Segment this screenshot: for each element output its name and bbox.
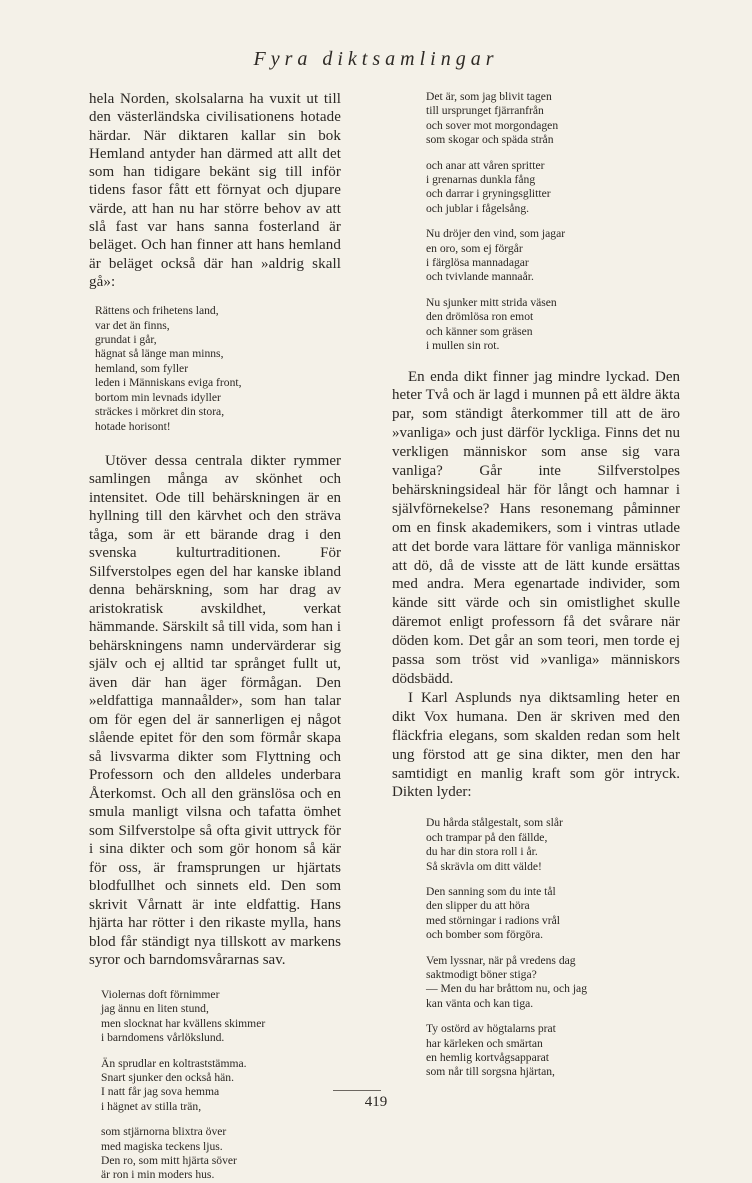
page-number: 419 bbox=[364, 1094, 388, 1110]
poem-line: och anar att våren spritter bbox=[426, 158, 545, 172]
poem-line: som skogar och späda strån bbox=[426, 133, 554, 147]
poem-line: med magiska teckens ljus. bbox=[101, 1139, 223, 1153]
poem-line: och darrar i gryningsglitter bbox=[426, 187, 551, 201]
poem-line: med störningar i radions vrål bbox=[426, 913, 560, 927]
poem-line: Nu sjunker mitt strida väsen bbox=[426, 295, 557, 309]
poem-vox-humana bbox=[426, 816, 680, 1080]
poem-line: sträckes i mörkret din stora, bbox=[95, 405, 225, 419]
page-number-rule bbox=[333, 1090, 381, 1091]
stanza bbox=[426, 885, 680, 943]
poem-line: som når till sorgsna hjärtan, bbox=[426, 1065, 555, 1079]
stanza bbox=[426, 159, 680, 217]
paragraph-asplund: I Karl Asplunds nya diktsamling heter en dikt Vox humana. Den är skriven med den fläckfria elegans, som skalden redan som helt ung förstod att ge sina dikter, men den har samtidigt en manlig kraft som gör intryck. Dikten lyder: bbox=[392, 689, 680, 801]
poem-line: Du hårda stålgestalt, som slår bbox=[426, 816, 563, 830]
stanza bbox=[426, 227, 680, 285]
left-column bbox=[89, 90, 341, 1183]
poem-line: Rättens och frihetens land, bbox=[95, 304, 219, 318]
poem-line: till ursprunget fjärranfrån bbox=[426, 104, 544, 118]
poem-line: och sover mot morgondagen bbox=[426, 118, 559, 132]
poem-line: kan vänta och kan tiga. bbox=[426, 996, 534, 1010]
poem-line: grundat i går, bbox=[95, 333, 157, 347]
poem-line: Vem lyssnar, när på vredens dag bbox=[426, 953, 576, 967]
poem-line: du har din stora roll i år. bbox=[426, 845, 538, 859]
poem-line: Violernas doft förnimmer bbox=[101, 987, 220, 1001]
paragraph-utover: Utöver dessa centrala dikter rymmer samlingen många av skönhet och intensitet. Ode till behärskningen är en hyllning till den kärvhet och den sträva tåga, som är ett bärande drag i den svenska kulturtraditionen. För Silfverstolpes egen del har kanske ibland denna behärskning, som har drag av aristokratisk avskildhet, verkat hämmande. Särskilt så till vida, som han i behärskningens namn undervärderar sig själv och ej alltid tar språnget fullt ut, även där han äger förmågan. Den »eldfattiga mannaålder», som han talar om för egen del är sannerligen ej något slående epitet för den som förmår skapa så livsvarma dikter som Flyttning och Professorn och den alldeles underbara Återkomst. Och all den gränslösa och en smula manligt vilsna och tafatta ömhet som Silfverstolpe så ofta givit uttryck för i sina dikter och som gör honom så kär för oss, är framsprungen ur hjärtats blodfullhet och sinnets eld. Den som skrivit Vårnatt är inte eldfattig. Hans hjärta har rötter i den rikaste mylla, hans blod får ständigt nya tillskott av markens syror och barndomsvårarnas sav. bbox=[89, 452, 341, 969]
poem-line: bortom min levnads idyller bbox=[95, 390, 221, 404]
stanza bbox=[426, 296, 680, 354]
poem-line: i hägnet av stilla trän, bbox=[101, 1099, 202, 1113]
poem-line: den slipper du att höra bbox=[426, 899, 530, 913]
poem-line: och jublar i fågelsång. bbox=[426, 201, 530, 215]
poem-line: hemland, som fyller bbox=[95, 361, 189, 375]
poem-line: Så skrävla om ditt välde! bbox=[426, 859, 542, 873]
poem-line: I natt får jag sova hemma bbox=[101, 1085, 220, 1099]
poem-line: och tvivlande mannaår. bbox=[426, 270, 534, 284]
poem-line: leden i Människans eviga front, bbox=[95, 376, 242, 390]
stanza bbox=[95, 304, 341, 434]
poem-line: och bomber som förgöra. bbox=[426, 928, 543, 942]
poem-line: — Men du har bråttom nu, och jag bbox=[426, 982, 587, 996]
poem-line: var det än finns, bbox=[95, 318, 170, 332]
poem-line: och trampar på den fällde, bbox=[426, 830, 548, 844]
poem-line: i barndomens vårlökslund. bbox=[101, 1031, 225, 1045]
poem-line: Ty ostörd av högtalarns prat bbox=[426, 1022, 556, 1036]
poem-violernas-doft bbox=[101, 988, 341, 1183]
paragraph-hemland: hela Norden, skolsalarna ha vuxit ut till den västerländska civilisationens hotade härdar. När diktaren kallar sin bok Hemland antyder han därmed att allt det som han tidigare bekänt sig till inför tidens fasor fått ett förnyat och djupare värde, att han nu har större behov av att slå fast var hans sanna fosterland är beläget. Och han finner att hans hemland är beläget också där han »aldrig skall gå»: bbox=[89, 91, 341, 290]
poem-line: Nu dröjer den vind, som jagar bbox=[426, 227, 566, 241]
poem-line: en oro, som ej förgår bbox=[426, 241, 523, 255]
poem-line: Den ro, som mitt hjärta söver bbox=[101, 1153, 237, 1167]
poem-line: saktmodigt böner stiga? bbox=[426, 968, 537, 981]
poem-line: men slocknat har kvällens skimmer bbox=[101, 1016, 266, 1030]
poem-line: i mullen sin rot. bbox=[426, 339, 500, 353]
poem-rattens-land bbox=[95, 304, 341, 434]
right-column bbox=[392, 90, 680, 1080]
poem-line: den drömlösa ron emot bbox=[426, 310, 534, 324]
stanza bbox=[101, 1125, 341, 1183]
poem-line: och känner som gräsen bbox=[426, 324, 533, 338]
paragraph-tva: En enda dikt finner jag mindre lyckad. Den heter Två och är lagd i munnen på ett äldre äkta par, som ständigt återkommer till att de äro »vanliga» och just därför lyckliga. Finns det nu verkligen människor som anse sig vara vanliga? Går inte Silfverstolpes behärskningsideal här för långt och hamnar i självförnekelse? Hans resonemang påminner om en finsk akademikers, som i vintras utlade att det borde vara lättare för vanliga människor att dö, då de visste att de lätt kunde ersättas med andra. Mera egenartade individer, som kände sitt värde och sin omistlighet skulle däremot enligt professorn få det svårare när döden kom. Det går an som teori, men torde ej passa som tröst vid »vanliga» människors dödsbädd. bbox=[392, 368, 680, 687]
stanza bbox=[426, 816, 680, 874]
poem-line: jag ännu en liten stund, bbox=[101, 1002, 209, 1016]
poem-line: i färglösa mannadagar bbox=[426, 256, 529, 270]
poem-continuation bbox=[426, 90, 680, 354]
stanza bbox=[426, 1022, 680, 1080]
poem-line: Det är, som jag blivit tagen bbox=[426, 90, 552, 103]
poem-line: Än sprudlar en koltraststämma. bbox=[101, 1056, 247, 1070]
poem-line: Snart sjunker den också hän. bbox=[101, 1070, 234, 1084]
poem-line: som stjärnorna blixtra över bbox=[101, 1125, 227, 1139]
poem-line: är ron i min moders hus. bbox=[101, 1168, 215, 1182]
stanza bbox=[426, 954, 680, 1012]
running-header: Fyra diktsamlingar bbox=[253, 48, 499, 70]
poem-line: hotade horisont! bbox=[95, 419, 171, 433]
poem-line: hägnat så länge man minns, bbox=[95, 347, 224, 361]
poem-line: Den sanning som du inte tål bbox=[426, 884, 556, 898]
poem-line: i grenarnas dunkla fång bbox=[426, 173, 536, 187]
poem-line: har kärleken och smärtan bbox=[426, 1036, 543, 1050]
poem-line: en hemlig kortvågsapparat bbox=[426, 1051, 549, 1065]
stanza bbox=[101, 988, 341, 1046]
stanza bbox=[426, 90, 680, 148]
